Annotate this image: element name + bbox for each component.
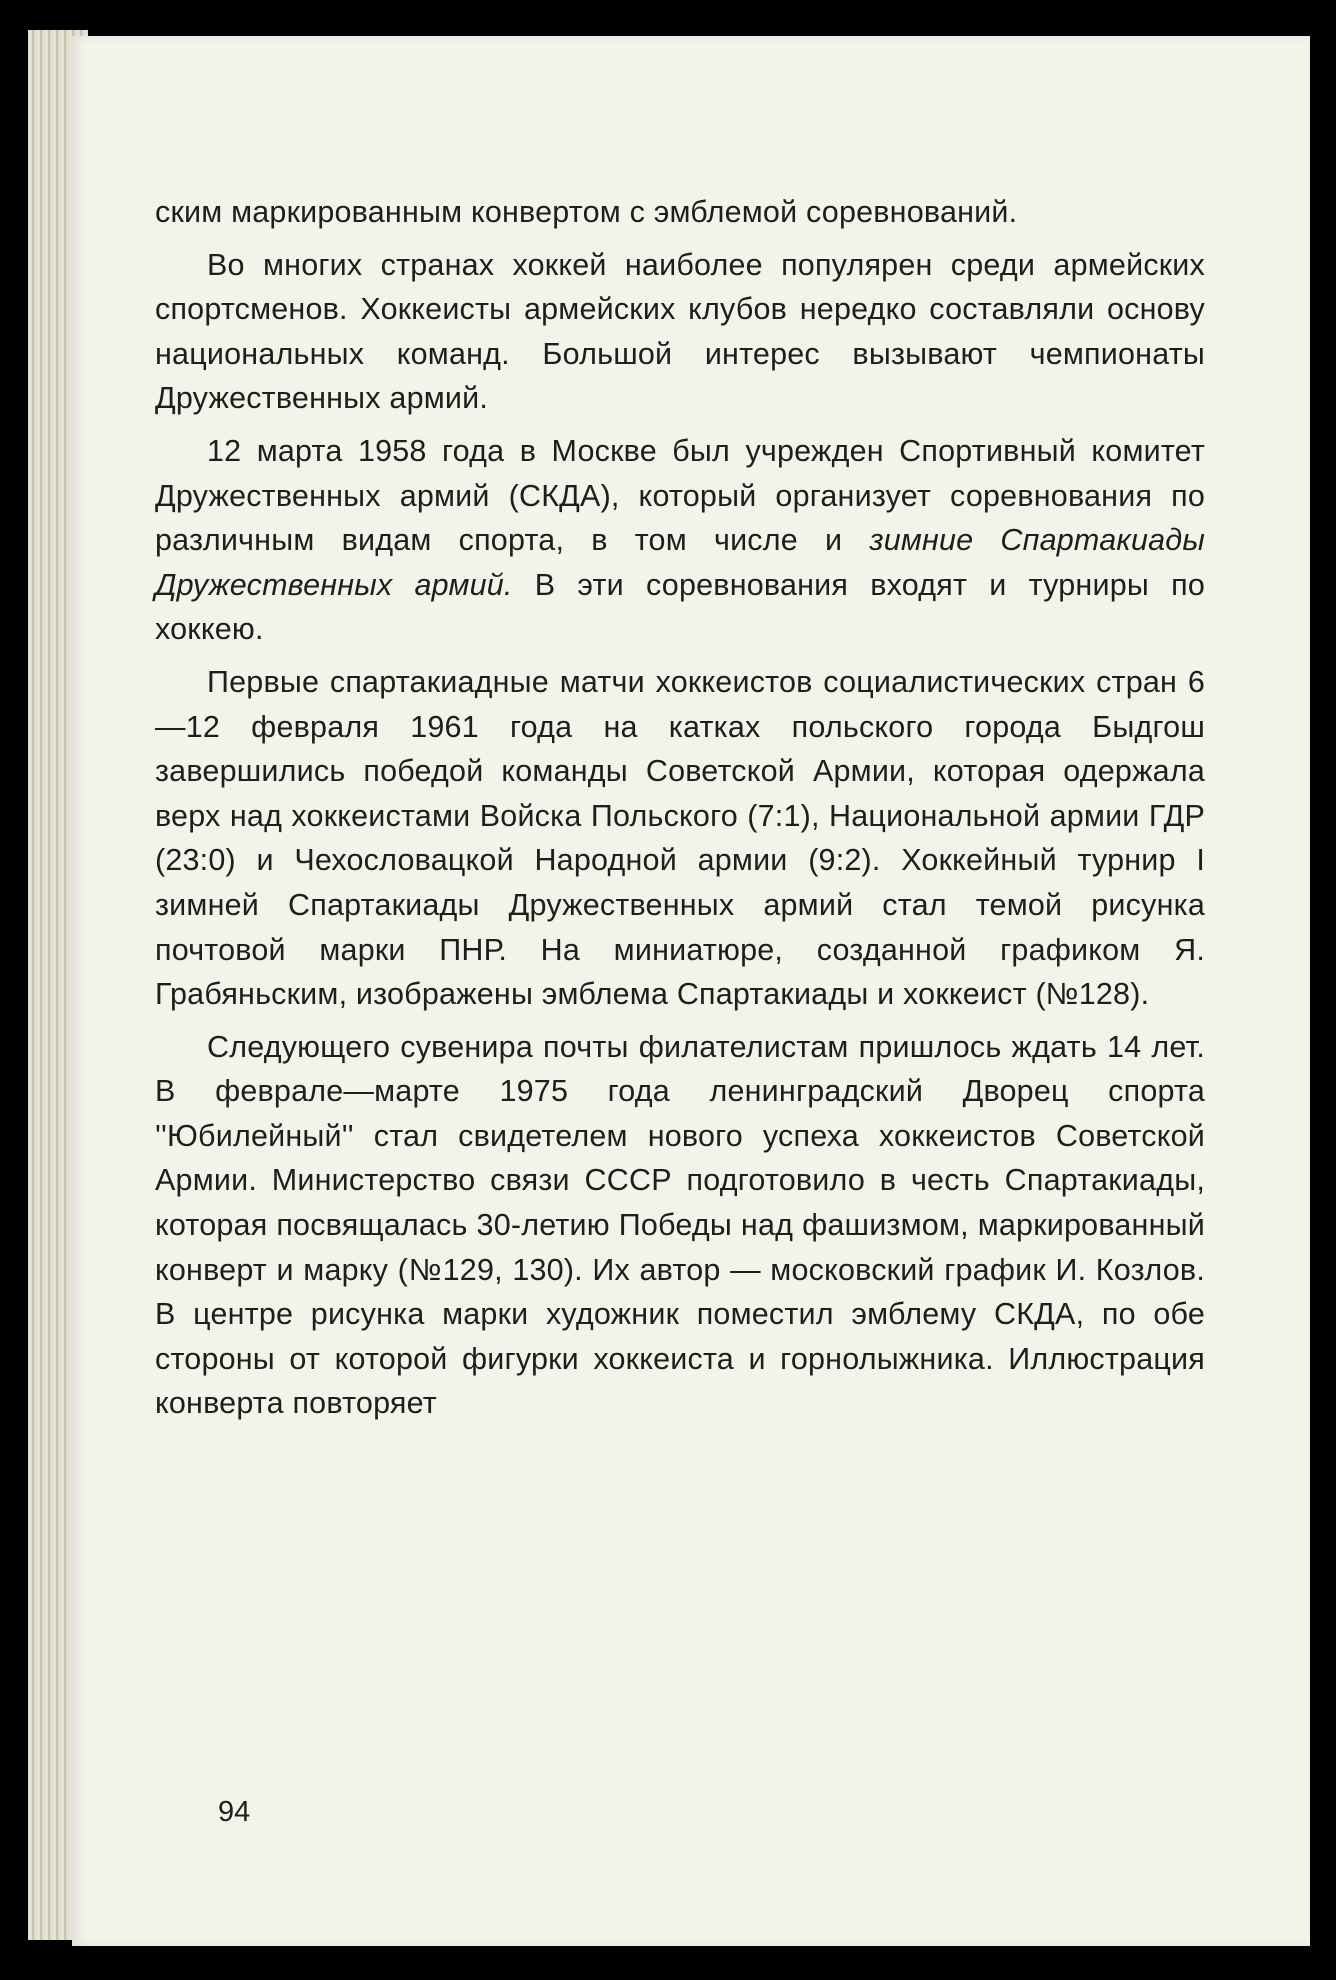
paragraph-3-italic-text: зимние Спартакиады Дружественных армий. — [155, 523, 1205, 602]
paragraph-3 — [155, 429, 1205, 652]
paragraph-5 — [155, 1025, 1205, 1426]
paragraph-4-text: Первые спартакиадные матчи хоккеистов социалистических стран 6—12 февраля 1961 года на катках польского города Быдгош завершились победой команды Советской Армии, которая одержала верх над хоккеистами Войска Польского (7:1), Национальной армии ГДР (23:0) и Чехословацкой Народной армии (9:2). Хоккейный турнир I зимней Спартакиады Дружественных армий стал темой рисунка почтовой марки ПНР. На миниатюре, созданной графиком Я. Грабяньским, изображены эмблема Спартакиады и хоккеист (№128). — [155, 664, 1205, 1012]
body-text — [155, 190, 1205, 1434]
paragraph-5-text: Следующего сувенира почты филателистам пришлось ждать 14 лет. В феврале—марте 1975 года ленинградский Дворец спорта ''Юбилейный'' стал свидетелем нового успеха хоккеистов Советской Армии. Министерство связи СССР подготовило в честь Спартакиады, которая посвящалась 30-летию Победы над фашизмом, маркированный конверт и марку (№129, 130). Их автор — московский график И. Козлов. В центре рисунка марки художник поместил эмблему СКДА, по обе стороны от которой фигурки хоккеиста и горнолыжника. Иллюстрация конверта повторяет — [155, 1029, 1205, 1421]
paragraph-2-text: Во многих странах хоккей наиболее популярен среди армейских спортсменов. Хоккеисты армейских клубов нередко составляли основу национальных команд. Большой интерес вызывают чемпионаты Дружественных армий. — [155, 247, 1205, 416]
paragraph-4 — [155, 660, 1205, 1017]
paragraph-1 — [155, 190, 1205, 235]
paragraph-3-text-b: В эти соревнования входят и турниры по хоккею. — [155, 567, 1205, 647]
paragraph-1-text: ским маркированным конвертом с эмблемой соревнований. — [155, 195, 1018, 229]
paragraph-2 — [155, 243, 1205, 421]
paragraph-3-text-a: 12 марта 1958 года в Москве был учрежден Спортивный комитет Дружественных армий (СКДА), который организует соревнования по различным видам спорта, в том числе и — [155, 433, 1205, 558]
page-number: 94 — [218, 1796, 251, 1828]
